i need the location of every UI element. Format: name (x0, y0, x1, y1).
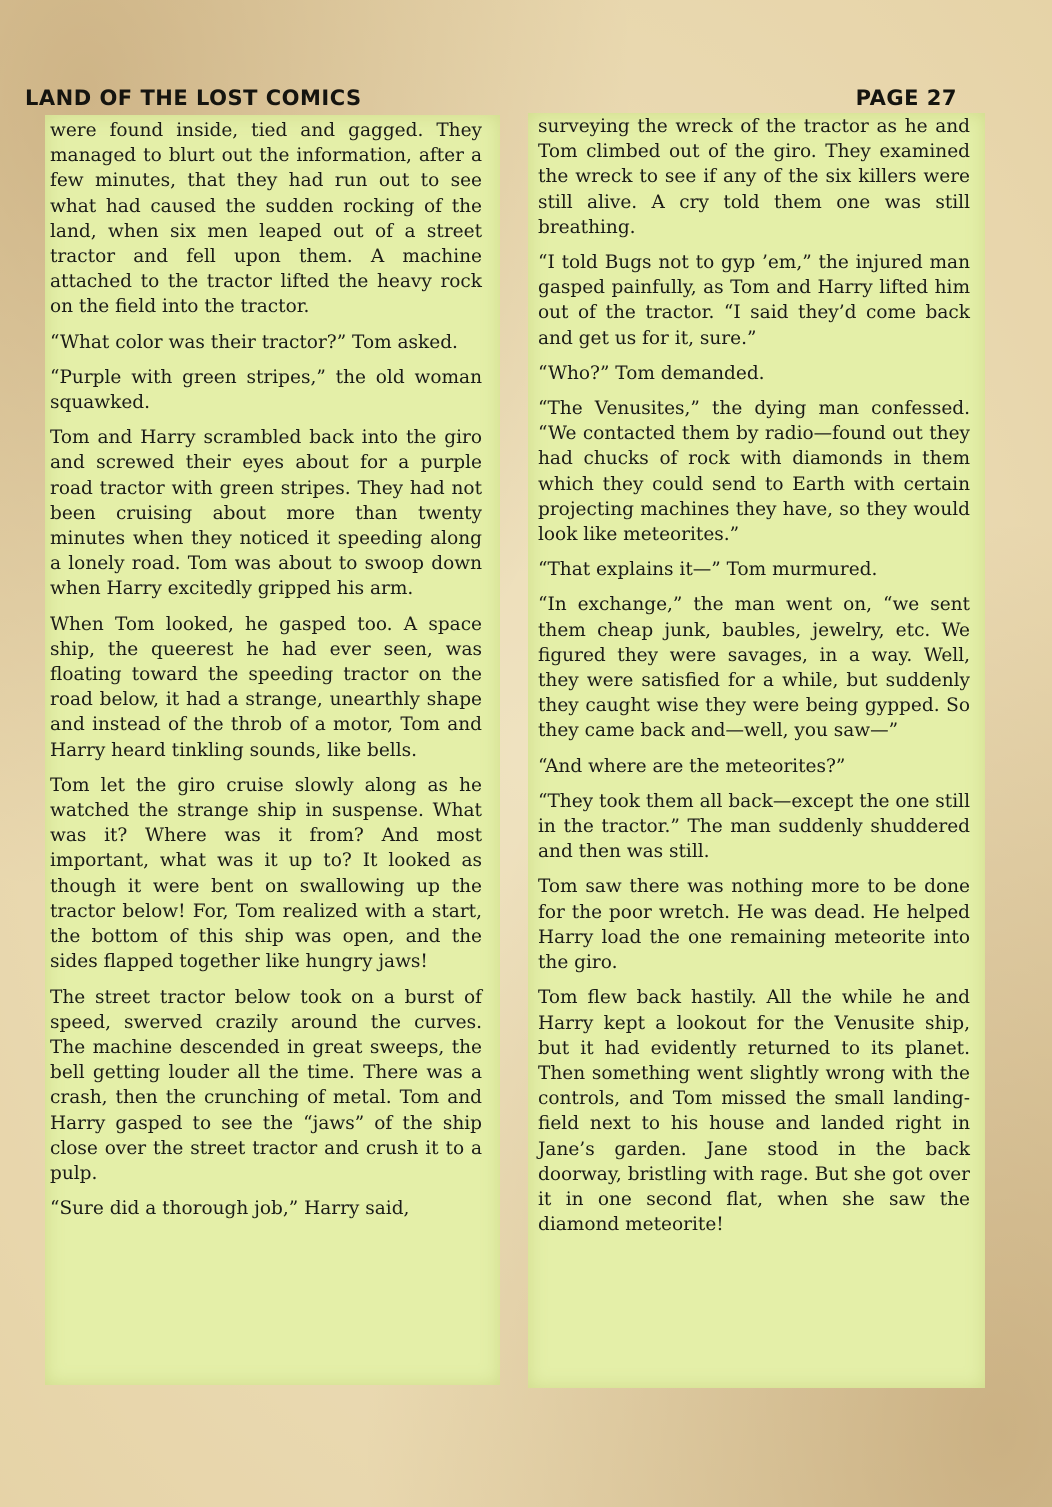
paragraph: “And where are the meteorites?” (538, 755, 846, 777)
paragraph: Tom and Harry scrambled back into the giro and screwed their eyes about for a purple road tractor with green stripes. They had not been cruising about more than twenty minutes when they noticed it speeding along a lonely road. Tom was about to swoop down when Harry excitedly gripped his arm. (50, 427, 482, 600)
paragraph: “Who?” Tom demanded. (538, 362, 765, 384)
paragraph: When Tom looked, he gasped too. A space ship, the queerest he had ever seen, was floating toward the speeding tractor on the road below, it had a strange, unearthly shape and instead of the throb of a motor, Tom and Harry heard tinkling sounds, like bells. (50, 613, 482, 761)
paragraph: “What color was their tractor?” Tom asked. (50, 331, 458, 353)
page-number: PAGE 27 (855, 86, 957, 110)
paragraph: “Sure did a thorough job,” Harry said, (50, 1198, 410, 1220)
paragraph: surveying the wreck of the tractor as he and Tom climbed out of the giro. They examined the wreck to see if any of the six killers were still alive. A cry told them one was still breathing. (538, 116, 970, 238)
paragraph: “In exchange,” the man went on, “we sent them cheap junk, baubles, jewelry, etc. We figured they were savages, in a way. Well, they were satisfied for a while, but suddenly they caught wise they were being gypped. So they came back and—well, you saw—” (538, 594, 970, 742)
paragraph: Tom let the giro cruise slowly along as he watched the strange ship in suspense. What was it? Where was it from? And most important, what was it up to? It looked as though it were bent on swallowing up the tractor below! For, Tom realized with a start, the bottom of this ship was open, and the sides flapped together like hungry jaws! (50, 774, 482, 973)
paragraph: were found inside, tied and gagged. They managed to blurt out the information, after a few minutes, that they had run out to see what had caused the sudden rocking of the land, when six men leaped out of a street tractor and fell upon them. A machine attached to the tractor lifted the heavy rock on the field into the tractor. (50, 120, 482, 318)
paragraph: “The Venusites,” the dying man confessed. “We contacted them by radio—found out they had chucks of rock with diamonds in them which they could send to Earth with certain projecting machines they have, so they would look like meteorites.” (538, 398, 970, 546)
left-column (50, 118, 482, 1231)
paragraph: “I told Bugs not to gyp ’em,” the injured man gasped painfully, as Tom and Harry lifted him out of the tractor. “I said they’d come back and get us for it, sure.” (538, 252, 970, 349)
paragraph: “Purple with green stripes,” the old woman squawked. (50, 366, 482, 414)
paragraph: Tom flew back hastily. All the while he and Harry kept a lookout for the Venusite ship, but it had evidently returned to its planet. Then something went slightly wrong with the controls, and Tom missed the small landing-field next to his house and landed right in Jane’s garden. Jane stood in the back doorway, bristling with rage. But she got over it in one second flat, when she saw the diamond meteorite! (538, 987, 970, 1236)
magazine-title: LAND OF THE LOST COMICS (25, 86, 362, 110)
paragraph: Tom saw there was nothing more to be done for the poor wretch. He was dead. He helped Harry load the one remaining meteorite into the giro. (538, 876, 970, 974)
paragraph: “That explains it—” Tom murmured. (538, 559, 878, 581)
right-column (538, 114, 970, 1247)
paragraph: “They took them all back—except the one still in the tractor.” The man suddenly shuddered and then was still. (538, 790, 970, 863)
paragraph: The street tractor below took on a burst of speed, swerved crazily around the curves. The machine descended in great sweeps, the bell getting louder all the time. There was a crash, then the crunching of metal. Tom and Harry gasped to see the “jaws” of the ship close over the street tractor and crush it to a pulp. (50, 986, 482, 1184)
